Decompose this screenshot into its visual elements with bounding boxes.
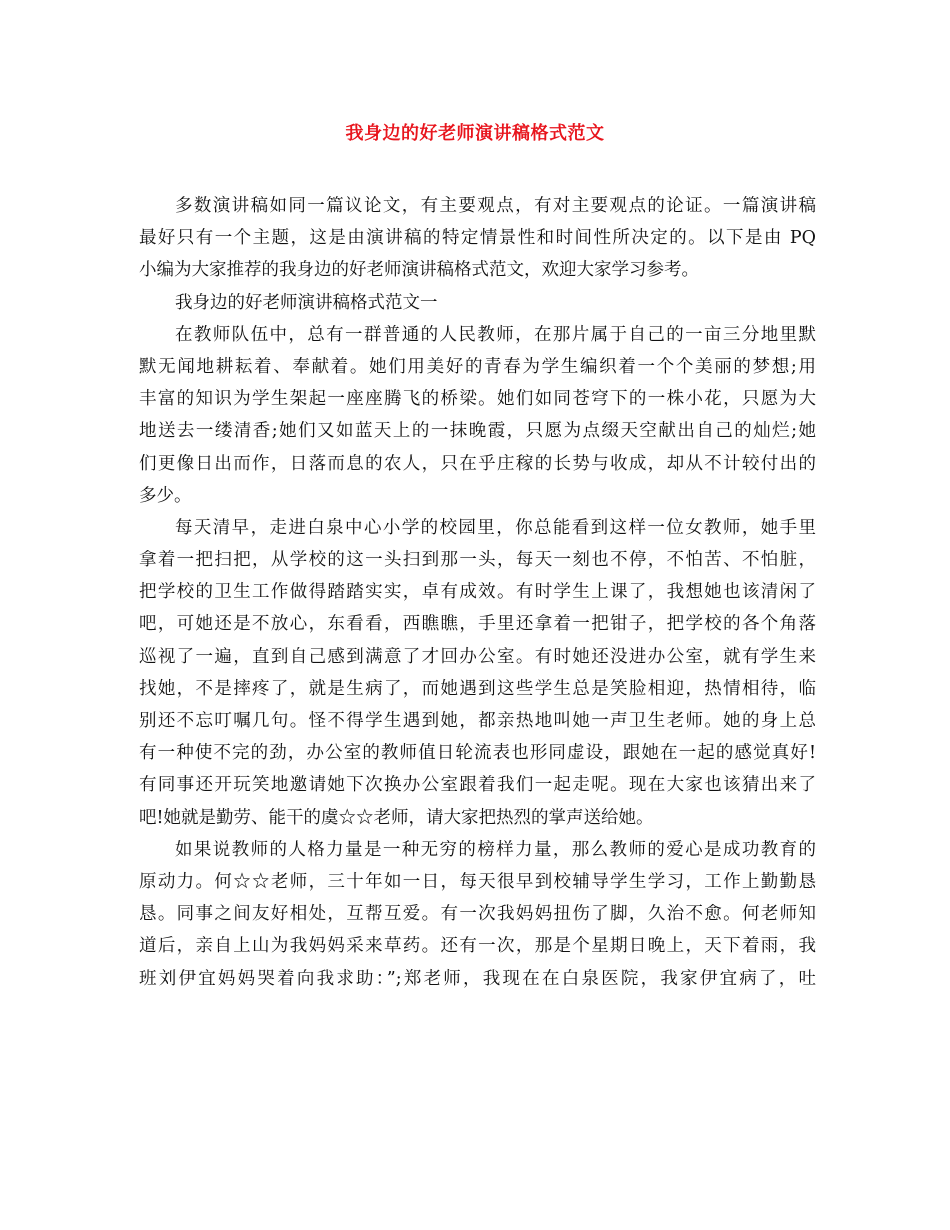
text-line: 我身边的好老师演讲稿格式范文一 [175,292,438,313]
text-line: 最好只有一个主题，这是由演讲稿的特定情景性和时间性所决定的。以下是由 PQ [139,228,816,249]
text-line: 别还不忘叮嘱几句。怪不得学生遇到她，都亲热地叫她一声卫生老师。她的身上总 [139,711,816,731]
text-line: 原动力。何☆☆老师，三十年如一日，每天很早到校辅导学生学习，工作上勤勤恳 [139,871,816,892]
text-line: 恳。同事之间友好相处，互帮互爱。有一次我妈妈扭伤了脚，久治不愈。何老师知 [139,904,816,925]
text-line: 吧，可她还是不放心，东看看，西瞧瞧，手里还拿着一把钳子，把学校的各个角落 [139,614,816,635]
text-line: 吧!她就是勤劳、能干的虞☆☆老师，请大家把热烈的掌声送给她。 [139,807,654,828]
text-line: 默无闻地耕耘着、奉献着。她们用美好的青春为学生编织着一个个美丽的梦想;用 [139,356,816,377]
text-line: 有一种使不完的劲，办公室的教师值日轮流表也形同虚设，跟她在一起的感觉真好! [139,743,816,764]
text-line: 多数演讲稿如同一篇议论文，有主要观点，有对主要观点的论证。一篇演讲稿 [175,196,816,216]
text-line: 多少。 [139,485,192,506]
text-line: 如果说教师的人格力量是一种无穷的榜样力量，那么教师的爱心是成功教育的 [175,839,816,860]
document-body [139,190,816,995]
text-line: 在教师队伍中，总有一群普通的人民教师，在那片属于自己的一亩三分地里默 [175,324,816,345]
text-line: 找她，不是摔疼了，就是生病了，而她遇到这些学生总是笑脸相迎，热情相待，临 [139,678,816,699]
text-line: 拿着一把扫把，从学校的这一头扫到那一头，每天一刻也不停，不怕苦、不怕脏， [139,550,816,571]
text-line: 巡视了一遍，直到自己感到满意了才回办公室。有时她还没进办公室，就有学生来 [139,646,816,667]
document-title: 我身边的好老师演讲稿格式范文 [345,123,605,144]
text-line: 有同事还开玩笑地邀请她下次换办公室跟着我们一起走呢。现在大家也该猜出来了 [139,775,816,796]
text-line: 班刘伊宜妈妈哭着向我求助：”;郑老师，我现在在白泉医院，我家伊宜病了，吐 [139,968,816,989]
text-line: 地送去一缕清香;她们又如蓝天上的一抹晚霞，只愿为点缀天空献出自己的灿烂;她 [139,421,816,442]
text-line: 每天清早，走进白泉中心小学的校园里，你总能看到这样一位女教师，她手里 [175,517,816,538]
text-line: 丰富的知识为学生架起一座座腾飞的桥梁。她们如同苍穹下的一株小花，只愿为大 [139,389,816,410]
text-line: 道后，亲自上山为我妈妈采来草药。还有一次，那是个星期日晚上，天下着雨，我 [139,936,816,957]
text-line: 们更像日出而作，日落而息的农人，只在乎庄稼的长势与收成，却从不计较付出的 [139,453,816,474]
text-line: 小编为大家推荐的我身边的好老师演讲稿格式范文，欢迎大家学习参考。 [139,260,699,281]
text-line: 把学校的卫生工作做得踏踏实实，卓有成效。有时学生上课了，我想她也该清闲了 [139,582,816,603]
